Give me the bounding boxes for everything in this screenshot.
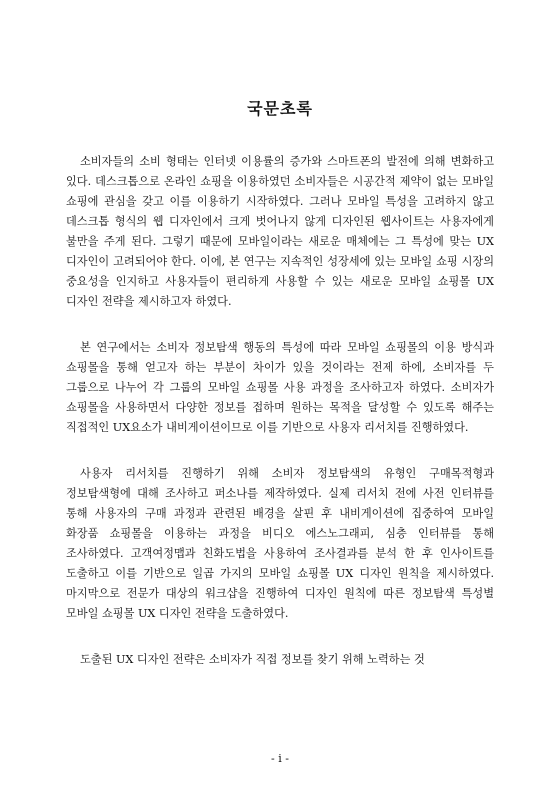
- paragraph-3: 사용자 리서치를 진행하기 위해 소비자 정보탐색의 유형인 구매목적형과 정보탐색형에 대해 조사하고 퍼소나를 제작하였다. 실제 리서치 전에 사전 인터뷰를 통해 사용자의 구매 과정과 관련된 배경을 살핀 후 내비게이션에 집중하여 모바일 화장품 쇼핑몰을 이용하는 과정을 비디오 에스노그래피, 심층 인터뷰를 통해 조사하였다. 고객여정맵과 친화도법을 사용하여 조사결과를 분석 한 후 인사이트를 도출하고 이를 기반으로 일곱 가지의 모바일 쇼핑몰 UX 디자인 원칙을 제시하였다. 마지막으로 전문가 대상의 워크샵을 진행하여 디자인 원칙에 따른 정보탐색 특성별 모바일 쇼핑몰 UX 디자인 전략을 도출하였다.: [66, 467, 494, 620]
- page-number: - i -: [271, 752, 289, 765]
- abstract-body: [66, 152, 494, 696]
- paragraph-2: 본 연구에서는 소비자 정보탐색 행동의 특성에 따라 모바일 쇼핑몰의 이용 방식과 쇼핑몰을 통해 얻고자 하는 부분이 차이가 있을 것이라는 전제 하에, 소비자를 두 그룹으로 나누어 각 그룹의 모바일 쇼핑몰 사용 과정을 조사하고자 하였다. 소비자가 쇼핑몰을 사용하면서 다양한 정보를 접하며 원하는 목적을 달성할 수 있도록 해주는 직접적인 UX요소가 내비게이션이므로 이를 기반으로 사용자 리서치를 진행하였다.: [66, 341, 494, 434]
- paragraph-1: 소비자들의 소비 형태는 인터넷 이용률의 증가와 스마트폰의 발전에 의해 변화하고 있다. 데스크톱으로 온라인 쇼핑을 이용하였던 소비자들은 시공간적 제약이 없는 모바일 쇼핑에 관심을 갖고 이를 이용하기 시작하였다. 그러나 모바일 특성을 고려하지 않고 데스크톱 형식의 웹 디자인에서 크게 벗어나지 않게 디자인된 웹사이트는 사용자에게 불만을 주게 된다. 그렇기 때문에 모바일이라는 새로운 매체에는 그 특성에 맞는 UX 디자인이 고려되어야 한다. 이에, 본 연구는 지속적인 성장세에 있는 모바일 쇼핑 시장의 중요성을 인지하고 사용자들이 편리하게 사용할 수 있는 새로운 모바일 쇼핑몰 UX 디자인 전략을 제시하고자 하였다.: [66, 155, 494, 308]
- page-title: 국문초록: [247, 99, 313, 118]
- paragraph-4: 도출된 UX 디자인 전략은 소비자가 직접 정보를 찾기 위해 노력하는 것: [80, 653, 425, 666]
